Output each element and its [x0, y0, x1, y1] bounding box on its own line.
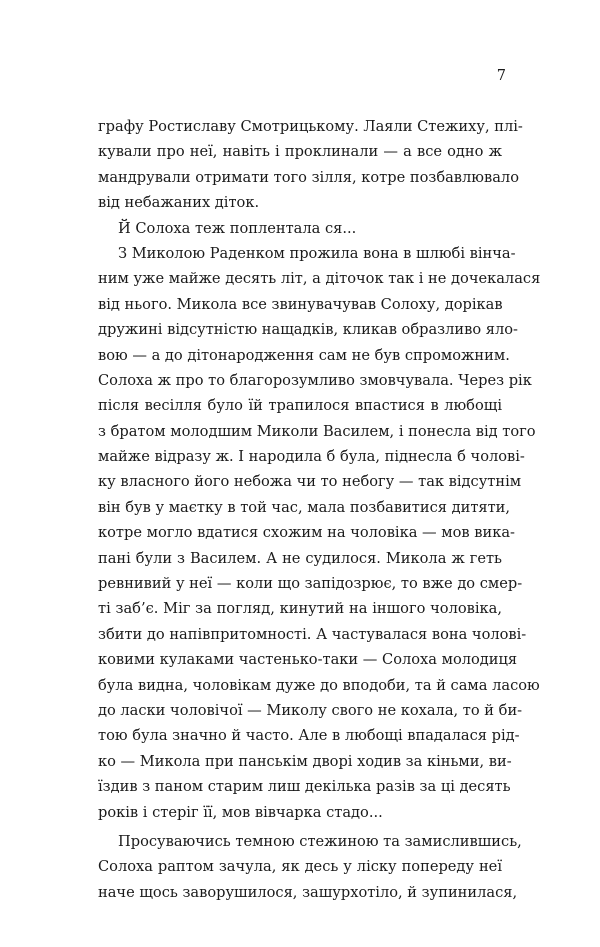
text-line: він був у маєтку в той час, мала позбавитися дитяти, — [98, 498, 511, 516]
text-line: кували про неї, навіть і проклинали — а все одно ж — [98, 143, 502, 161]
text-line: до ласки чоловічої — Миколу свого не кохала, то й би- — [98, 701, 523, 719]
page-number: 7 — [496, 68, 506, 84]
text-line: Просуваючись темною стежиною та замислившись, — [118, 832, 522, 850]
text-line: після весілля було їй трапилося впастися в любощі — [98, 397, 502, 415]
text-line: наче щось заворушилося, зашурхотіло, й зупинилася, — [98, 883, 518, 901]
text-line: Солоха ж про то благорозумливо змовчувала. Через рік — [98, 371, 532, 389]
text-line: пані були з Василем. А не судилося. Микола ж геть — [98, 549, 502, 567]
text-line: від нього. Микола все звинувачував Солоху, дорікав — [98, 295, 503, 313]
text-line: вою — а до дітонародження сам не був спроможним. — [98, 346, 510, 364]
body-text — [98, 114, 541, 905]
text-line: була видна, чоловікам дуже до вподоби, та й сама ласою — [98, 676, 540, 694]
text-line: котре могло вдатися схожим на чоловіка — мов вика- — [98, 524, 515, 542]
text-line: тою була значно й часто. Але в любощі впадалася рід- — [98, 727, 520, 745]
text-line: ним уже майже десять літ, а діточок так і не дочекалася — [98, 270, 541, 288]
text-line: ку власного його небожа чи то небогу — так відсутнім — [98, 473, 522, 491]
text-line: ревнивий у неї — коли що запідозрює, то вже до смер- — [98, 575, 523, 593]
text-line: майже відразу ж. І народила б була, піднесла б чолові- — [98, 448, 525, 466]
text-line: ковими кулаками частенько-таки — Солоха молодиця — [98, 651, 518, 669]
text-line: ко — Микола при панськім дворі ходив за кіньми, ви- — [98, 752, 512, 770]
text-line: з братом молодшим Миколи Василем, і понесла від того — [98, 422, 536, 440]
text-line: від небажаних діток. — [98, 194, 260, 212]
text-line: ті заб’є. Міг за погляд, кинутий на іншого чоловіка, — [98, 600, 502, 618]
text-line: дружині відсутністю нащадків, кликав образливо яло- — [98, 321, 518, 339]
text-line: років і стеріг її, мов вівчарка стадо... — [98, 803, 383, 821]
text-line: графу Ростиславу Смотрицькому. Лаяли Стежиху, плі- — [98, 118, 523, 135]
text-line: мандрували отримати того зілля, котре позбавлювало — [98, 168, 519, 186]
text-line: збити до напівпритомності. А частувалася вона чолові- — [98, 625, 527, 643]
text-line: Солоха раптом зачула, як десь у ліску попереду неї — [98, 858, 502, 876]
text-line: З Миколою Раденком прожила вона в шлюбі вінча- — [118, 244, 516, 262]
text-line: їздив з паном старим лиш декілька разів за ці десять — [98, 778, 511, 796]
text-line: Й Солоха теж поплентала ся... — [118, 219, 357, 237]
